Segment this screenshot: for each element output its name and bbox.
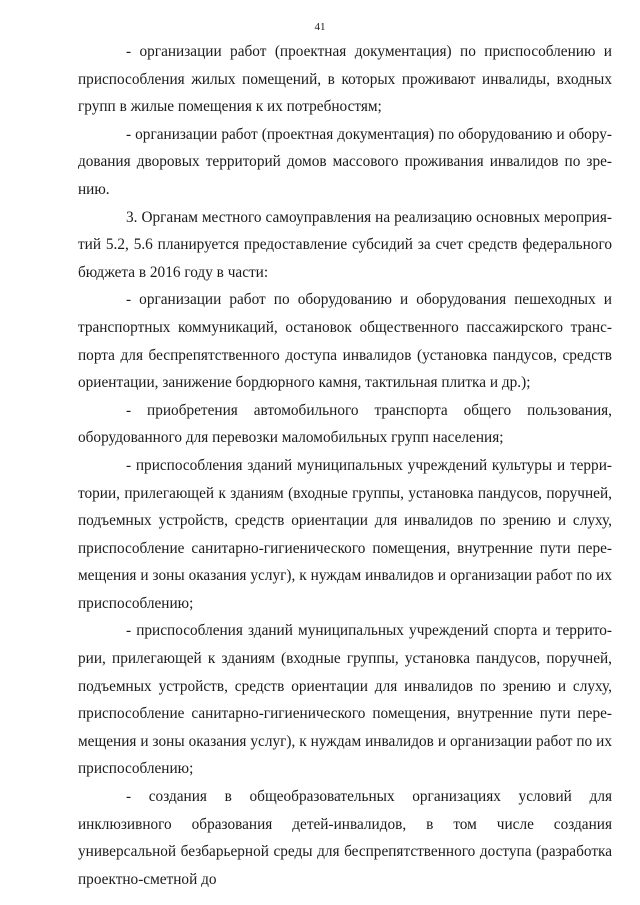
paragraph-vehicle-purchase: - приобретения автомобильного транспорта общего пользования, оборудованного для перевозки маломобильных групп населения;: [78, 401, 612, 447]
paragraph-transport-communications: - организации работ по оборудованию и оборудования пешеходных и транспортных коммуникаций, остановок общественного пассажирского транспорта для беспрепятственного доступа инвалидов (установка пандусов, средств ориентации, занижение бордюрного камня, тактильная плитка и др.);: [78, 291, 612, 392]
paragraph-subsidies-intro: 3. Органам местного самоуправления на реализацию основных мероприятий 5.2, 5.6 планируется предоставление субсидий за счет средств федерального бюджета в 2016 году в части:: [78, 208, 612, 281]
paragraph-culture-buildings: - приспособления зданий муниципальных учреждений культуры и территории, прилегающей к зданиям (входные группы, установка пандусов, поручней, подъемных устройств, средств ориентации для инвалидов по зрению и слуху, приспособление санитарно-гигиенического помещения, внутренние пути перемещения и зоны оказания услуг), к нуждам инвалидов и организации работ по их приспособлению;: [78, 456, 612, 612]
paragraph-housing-adaptation: - организации работ (проектная документация) по приспособлению и приспособления жилых помещений, в которых проживают инвалиды, входных групп в жилые помещения к их потребностям;: [78, 43, 612, 116]
paragraph-courtyard-equipment: - организации работ (проектная документация) по оборудованию и оборудования дворовых территорий домов массового проживания инвалидов по зрению.: [78, 125, 612, 198]
document-body: [78, 38, 612, 893]
paragraph-sport-buildings: - приспособления зданий муниципальных учреждений спорта и территории, прилегающей к зданиям (входные группы, установка пандусов, поручней, подъемных устройств, средств ориентации для инвалидов по зрению и слуху, приспособление санитарно-гигиенического помещения, внутренние пути перемещения и зоны оказания услуг), к нуждам инвалидов и организации работ по их приспособлению;: [78, 622, 612, 778]
paragraph-inclusive-education: - создания в общеобразовательных организациях условий для инклюзивного образования детей-инвалидов, в том числе создания универсальной безбарьерной среды для беспрепятственного доступа (разработка проектно-сметной до: [78, 788, 612, 888]
page-number: 41: [314, 21, 326, 33]
